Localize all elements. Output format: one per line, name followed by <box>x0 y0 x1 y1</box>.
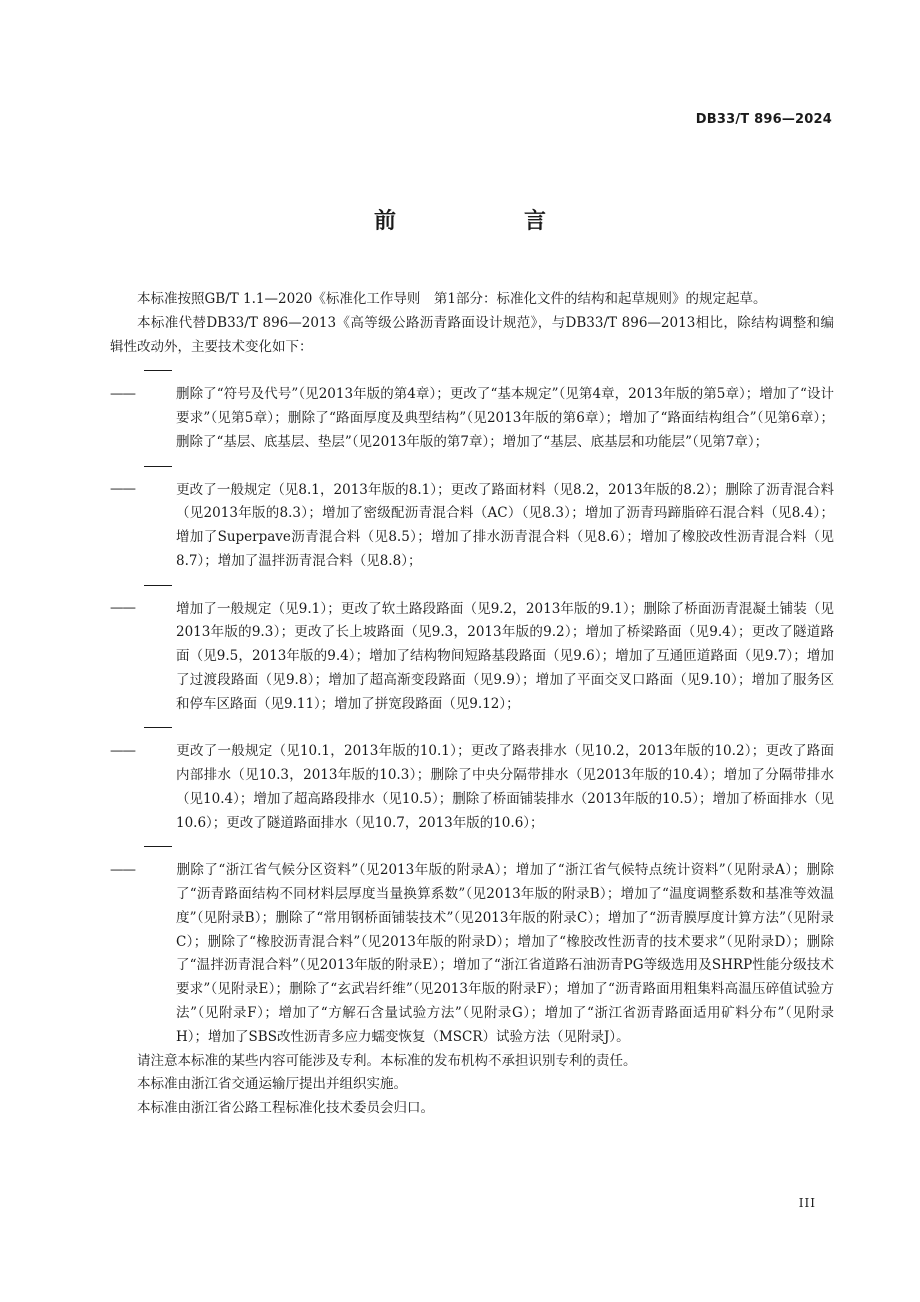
change-text: 增加了一般规定（见9.1）；更改了软土路段路面（见9.2，2013年版的9.1）；删除了桥面沥青混凝土铺装（见2013年版的9.3）；更改了长上坡路面（见9.3，2013年版的9.2）；增加了桥梁路面（见9.4）；更改了隧道路面（见9.5，2013年版的9.4）；增加了结构物间短路基段路面（见9.6）；增加了互通匝道路面（见9.7）；增加了过渡段路面（见9.8）；增加了超高渐变段路面（见9.9）；增加了平面交叉口路面（见9.10）；增加了服务区和停车区路面（见9.11）；增加了拼宽段路面（见9.12）； <box>176 600 834 712</box>
dash-marker: —— <box>110 455 176 503</box>
standard-code: DB33/T 896—2024 <box>695 112 832 127</box>
document-body <box>110 288 834 1121</box>
page-title: 前 言 <box>373 209 574 234</box>
change-text: 删除了“浙江省气候分区资料”（见2013年版的附录A）；增加了“浙江省气候特点统计资料”（见附录A）；删除了“沥青路面结构不同材料层厚度当量换算系数”（见2013年版的附录B）；增加了“温度调整系数和基准等效温度”（见附录B）；删除了“常用钢桥面铺装技术”（见2013年版的附录C）；增加了“沥青膜厚度计算方法”（见附录C）；删除了“橡胶沥青混合料”（见2013年版的附录D）；增加了“橡胶改性沥青的技术要求”（见附录D）；删除了“温拌沥青混合料”（见2013年版的附录E）；增加了“浙江省道路石油沥青PG等级选用及SHRP性能分级技术要求”（见附录E）；删除了“玄武岩纤维”（见2013年版的附录F）；增加了“沥青路面用粗集料高温压碎值试验方法”（见附录F）；增加了“方解石含量试验方法”（见附录G）；增加了“浙江省沥青路面适用矿料分布”（见附录H）；增加了SBS改性沥青多应力蠕变恢复（MSCR）试验方法（见附录J）。 <box>176 862 834 1045</box>
dash-marker: —— <box>110 574 176 622</box>
dash-marker: —— <box>110 835 176 883</box>
paragraph-patent-notice: 请注意本标准的某些内容可能涉及专利。本标准的发布机构不承担识别专利的责任。 <box>137 1052 637 1069</box>
paragraph-drafting-basis: 本标准按照GB/T 1.1—2020《标准化工作导则 第1部分：标准化文件的结构和起草规则》的规定起草。 <box>137 291 767 307</box>
change-item <box>110 455 834 574</box>
change-item <box>110 716 834 835</box>
paragraph-replacement-note: 本标准代替DB33/T 896—2013《高等级公路沥青路面设计规范》，与DB33/T 896—2013相比，除结构调整和编辑性改动外，主要技术变化如下： <box>110 314 834 355</box>
change-item <box>110 574 834 717</box>
change-item <box>110 359 834 454</box>
change-text: 更改了一般规定（见10.1，2013年版的10.1）；更改了路表排水（见10.2，2013年版的10.2）；更改了路面内部排水（见10.3，2013年版的10.3）；删除了中央分隔带排水（见2013年版的10.4）；增加了分隔带排水（见10.4）；增加了超高路段排水（见10.5）；删除了桥面铺装排水（2013年版的10.5）；增加了桥面排水（见10.6）；更改了隧道路面排水（见10.7，2013年版的10.6）； <box>176 743 834 831</box>
change-text: 更改了一般规定（见8.1，2013年版的8.1）；更改了路面材料（见8.2，2013年版的8.2）；删除了沥青混合料（见2013年版的8.3）；增加了密级配沥青混合料（AC）（见8.3）；增加了沥青玛蹄脂碎石混合料（见8.4）；增加了Superpave沥青混合料（见8.5）；增加了排水沥青混合料（见8.6）；增加了橡胶改性沥青混合料（见8.7）；增加了温拌沥青混合料（见8.8）； <box>176 481 834 569</box>
dash-marker: —— <box>110 716 176 764</box>
dash-marker: —— <box>110 359 176 407</box>
paragraph-proposer: 本标准由浙江省交通运输厅提出并组织实施。 <box>137 1076 407 1093</box>
page-number: III <box>798 1196 816 1210</box>
paragraph-committee: 本标准由浙江省公路工程标准化技术委员会归口。 <box>137 1100 434 1117</box>
change-text: 删除了“符号及代号”（见2013年版的第4章）；更改了“基本规定”（见第4章，2013年版的第5章）；增加了“设计要求”（见第5章）；删除了“路面厚度及典型结构”（见2013年版的第6章）；增加了“路面结构组合”（见第6章）；删除了“基层、底基层、垫层”（见2013年版的第7章）；增加了“基层、底基层和功能层”（见第7章）； <box>176 386 834 450</box>
change-item <box>110 835 834 1049</box>
